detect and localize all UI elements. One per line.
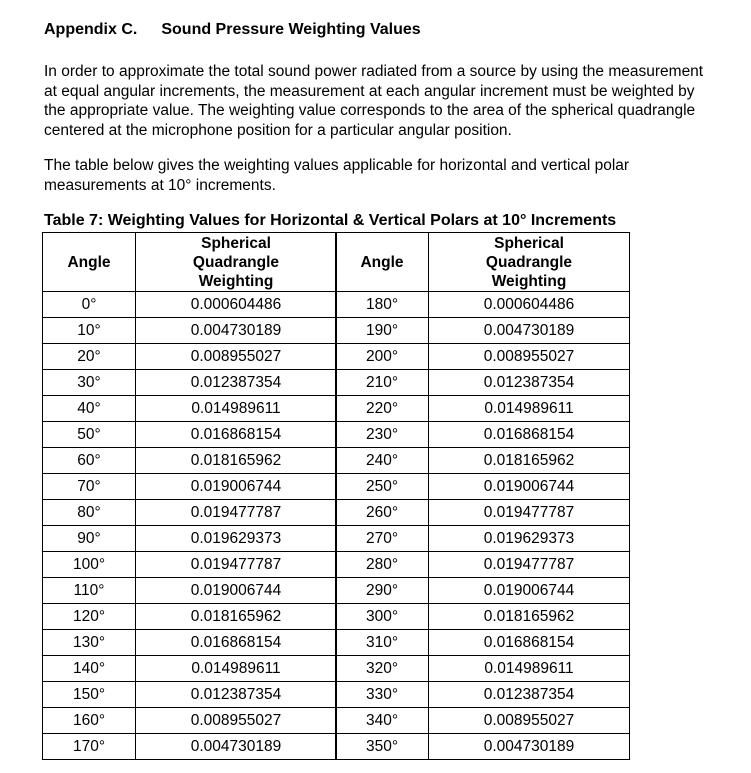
weighting-value-cell: 0.016868154: [136, 630, 337, 656]
table-row: [43, 448, 337, 474]
angle-cell: 200°: [336, 344, 429, 370]
table-row: [43, 552, 337, 578]
weighting-table-right: [335, 232, 630, 760]
table-row: [336, 682, 630, 708]
angle-cell: 20°: [43, 344, 136, 370]
table-row: [336, 318, 630, 344]
angle-cell: 180°: [336, 292, 429, 318]
table-intro-paragraph: [44, 156, 629, 195]
angle-cell: 240°: [336, 448, 429, 474]
weighting-value-cell: 0.018165962: [429, 448, 630, 474]
angle-cell: 130°: [43, 630, 136, 656]
angle-cell: 170°: [43, 734, 136, 760]
table-row: [43, 396, 337, 422]
weighting-value-cell: 0.000604486: [429, 292, 630, 318]
weighting-value-cell: 0.008955027: [136, 344, 337, 370]
angle-cell: 110°: [43, 578, 136, 604]
table-row: [43, 734, 337, 760]
table-row: [336, 656, 630, 682]
weighting-value-cell: 0.004730189: [136, 734, 337, 760]
weighting-value-cell: 0.016868154: [429, 422, 630, 448]
weighting-value-cell: 0.012387354: [136, 370, 337, 396]
table-row: [336, 708, 630, 734]
paragraph-line: The table below gives the weighting values applicable for horizontal and vertical polar: [44, 157, 630, 174]
weighting-header-line: Quadrangle: [192, 253, 280, 271]
weighting-value-cell: 0.008955027: [429, 344, 630, 370]
table-row: [43, 630, 337, 656]
weighting-value-cell: 0.019629373: [429, 526, 630, 552]
weighting-value-cell: 0.014989611: [136, 656, 337, 682]
weighting-header-line: Spherical: [494, 234, 564, 252]
angle-cell: 60°: [43, 448, 136, 474]
weighting-value-cell: 0.018165962: [136, 448, 337, 474]
table-row: [336, 422, 630, 448]
weighting-table-left: [42, 232, 337, 760]
weighting-value-cell: 0.016868154: [136, 422, 337, 448]
angle-cell: 80°: [43, 500, 136, 526]
table-row: [43, 500, 337, 526]
weighting-value-cell: 0.004730189: [136, 318, 337, 344]
weighting-value-cell: 0.016868154: [429, 630, 630, 656]
angle-cell: 0°: [43, 292, 136, 318]
angle-cell: 50°: [43, 422, 136, 448]
angle-cell: 230°: [336, 422, 429, 448]
table-row: [43, 292, 337, 318]
table-row: [43, 526, 337, 552]
table-row: [336, 734, 630, 760]
angle-cell: 120°: [43, 604, 136, 630]
paragraph-line: In order to approximate the total sound power radiated from a source by using the measurement: [44, 63, 704, 80]
weighting-value-cell: 0.019477787: [136, 552, 337, 578]
angle-cell: 280°: [336, 552, 429, 578]
weighting-value-cell: 0.004730189: [429, 734, 630, 760]
weighting-header-line: Quadrangle: [485, 253, 573, 271]
weighting-value-cell: 0.019006744: [136, 474, 337, 500]
weighting-header: [136, 233, 337, 292]
weighting-header: [429, 233, 630, 292]
angle-cell: 90°: [43, 526, 136, 552]
table-row: [43, 578, 337, 604]
angle-cell: 210°: [336, 370, 429, 396]
table-row: [43, 656, 337, 682]
table-caption: Table 7: Weighting Values for Horizontal & Vertical Polars at 10° Increments: [44, 212, 617, 229]
table-row: [336, 578, 630, 604]
paragraph-line: centered at the microphone position for a particular angular position.: [44, 121, 512, 139]
table-row: [336, 474, 630, 500]
weighting-value-cell: 0.019629373: [136, 526, 337, 552]
weighting-value-cell: 0.014989611: [136, 396, 337, 422]
table-row: [336, 500, 630, 526]
table-row: [43, 474, 337, 500]
angle-cell: 190°: [336, 318, 429, 344]
angle-header: Angle: [43, 233, 136, 292]
weighting-value-cell: 0.014989611: [429, 656, 630, 682]
weighting-value-cell: 0.019477787: [136, 500, 337, 526]
angle-cell: 320°: [336, 656, 429, 682]
weighting-value-cell: 0.019477787: [429, 552, 630, 578]
weighting-value-cell: 0.018165962: [429, 604, 630, 630]
table-row: [336, 526, 630, 552]
angle-cell: 330°: [336, 682, 429, 708]
appendix-label: Appendix C.: [44, 21, 138, 38]
angle-cell: 220°: [336, 396, 429, 422]
weighting-header-line: Weighting: [198, 272, 274, 290]
angle-cell: 100°: [43, 552, 136, 578]
table-header-row: [336, 233, 630, 292]
table-row: [43, 344, 337, 370]
table-row: [336, 370, 630, 396]
table-header-row: [43, 233, 337, 292]
weighting-value-cell: 0.012387354: [429, 682, 630, 708]
weighting-header-line: Spherical: [201, 234, 271, 252]
weighting-value-cell: 0.018165962: [136, 604, 337, 630]
angle-cell: 10°: [43, 318, 136, 344]
angle-cell: 30°: [43, 370, 136, 396]
paragraph-line: the appropriate value. The weighting value corresponds to the area of the spherical quadrangle: [44, 102, 696, 119]
weighting-value-cell: 0.019006744: [429, 474, 630, 500]
weighting-value-cell: 0.000604486: [136, 292, 337, 318]
weighting-value-cell: 0.004730189: [429, 318, 630, 344]
weighting-header-line: Weighting: [491, 272, 567, 290]
table-row: [336, 396, 630, 422]
weighting-value-cell: 0.019006744: [136, 578, 337, 604]
paragraph-line: measurements at 10° increments.: [44, 176, 276, 194]
weighting-value-cell: 0.012387354: [429, 370, 630, 396]
table-row: [336, 604, 630, 630]
angle-cell: 150°: [43, 682, 136, 708]
angle-cell: 340°: [336, 708, 429, 734]
table-row: [336, 292, 630, 318]
weighting-value-cell: 0.012387354: [136, 682, 337, 708]
weighting-value-cell: 0.008955027: [429, 708, 630, 734]
table-row: [43, 682, 337, 708]
angle-header: Angle: [336, 233, 429, 292]
angle-cell: 290°: [336, 578, 429, 604]
table-row: [43, 422, 337, 448]
weighting-value-cell: 0.014989611: [429, 396, 630, 422]
weighting-value-cell: 0.019006744: [429, 578, 630, 604]
table-row: [336, 630, 630, 656]
angle-cell: 140°: [43, 656, 136, 682]
appendix-title: Sound Pressure Weighting Values: [161, 21, 421, 38]
table-row: [336, 552, 630, 578]
table-row: [43, 318, 337, 344]
table-row: [336, 448, 630, 474]
table-row: [336, 344, 630, 370]
weighting-value-cell: 0.019477787: [429, 500, 630, 526]
table-row: [43, 708, 337, 734]
angle-cell: 250°: [336, 474, 429, 500]
angle-cell: 70°: [43, 474, 136, 500]
angle-cell: 40°: [43, 396, 136, 422]
angle-cell: 300°: [336, 604, 429, 630]
angle-cell: 270°: [336, 526, 429, 552]
appendix-heading: [44, 21, 421, 39]
angle-cell: 160°: [43, 708, 136, 734]
table-row: [43, 604, 337, 630]
angle-cell: 260°: [336, 500, 429, 526]
angle-cell: 350°: [336, 734, 429, 760]
table-row: [43, 370, 337, 396]
paragraph-line: at equal angular increments, the measurement at each angular increment must be weighted by: [44, 82, 695, 100]
intro-paragraph: [44, 62, 703, 140]
weighting-value-cell: 0.008955027: [136, 708, 337, 734]
angle-cell: 310°: [336, 630, 429, 656]
